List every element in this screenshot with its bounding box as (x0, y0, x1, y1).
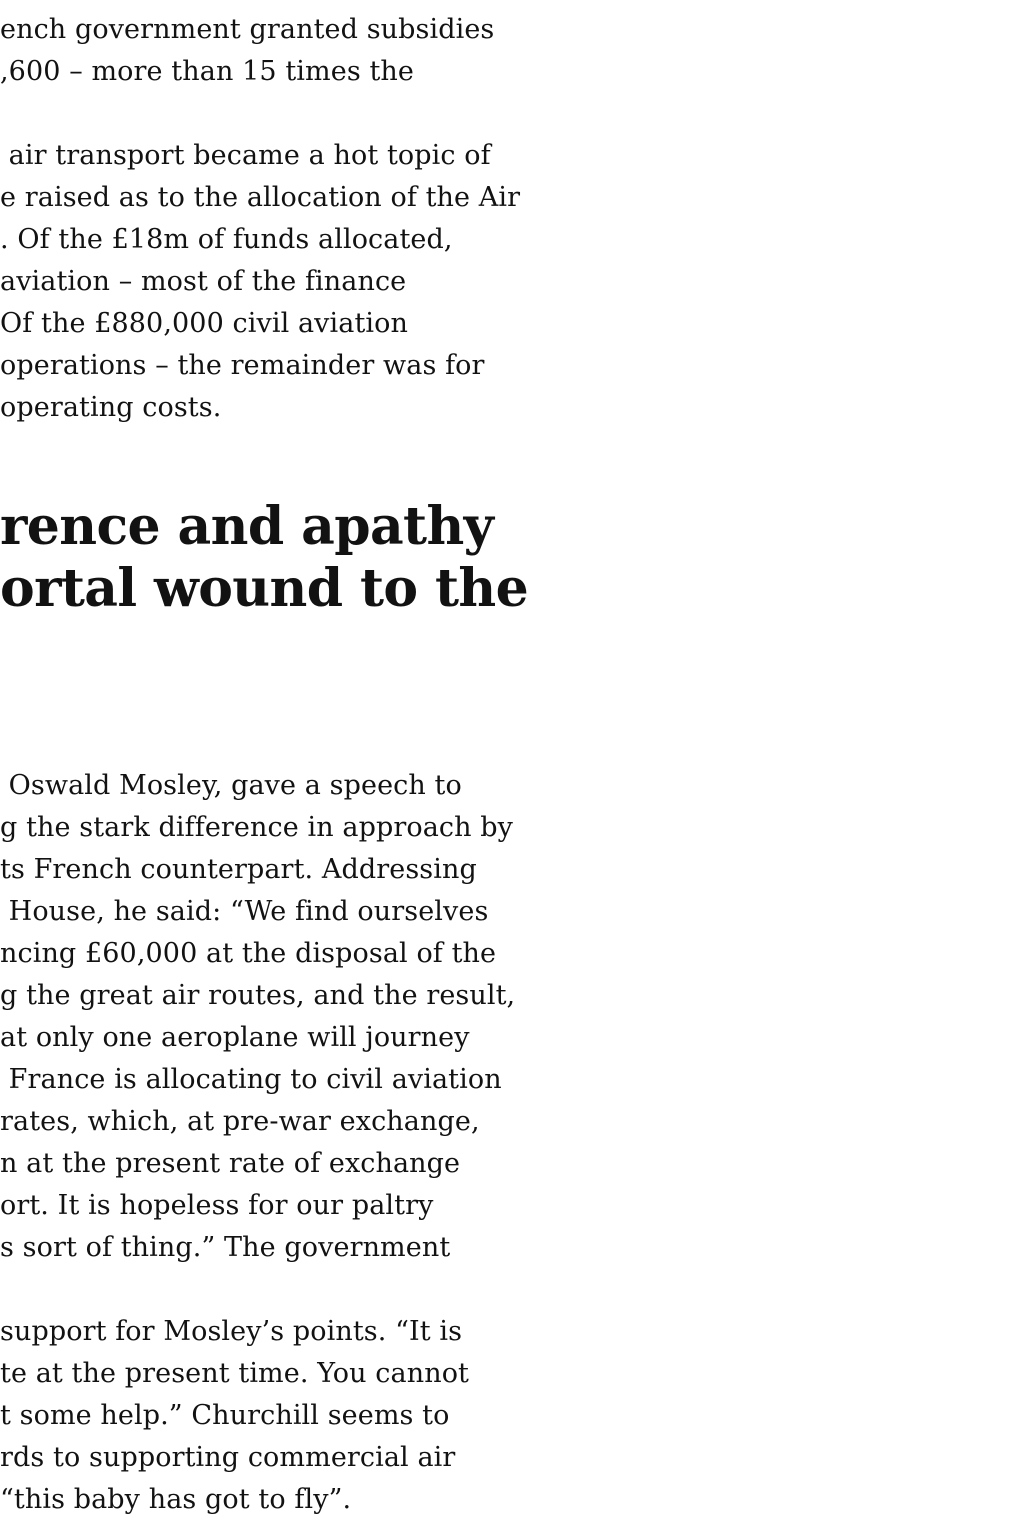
paragraph-line: Oswald Mosley, gave a speech to (0, 770, 462, 801)
paragraph-line: g the great air routes, and the result, (0, 980, 516, 1011)
paragraph-line: Of the £880,000 civil aviation (0, 308, 408, 339)
paragraph-line: n at the present rate of exchange (0, 1148, 461, 1179)
paragraph-line: rds to supporting commercial air (0, 1442, 456, 1473)
paragraph-line: “this baby has got to fly”. (0, 1484, 352, 1515)
paragraph-line: ts French counterpart. Addressing (0, 854, 477, 885)
paragraph-line: . Of the £18m of funds allocated, (0, 224, 453, 255)
paragraph-line: ncing £60,000 at the disposal of the (0, 938, 497, 969)
paragraph-line: at only one aeroplane will journey (0, 1022, 470, 1053)
paragraph-line: House, he said: “We find ourselves (0, 896, 489, 927)
paragraph-line: air transport became a hot topic of (0, 140, 491, 171)
paragraph-line: rates, which, at pre-war exchange, (0, 1106, 480, 1137)
paragraph-line: te at the present time. You cannot (0, 1358, 470, 1389)
paragraph-line: e raised as to the allocation of the Air (0, 182, 521, 213)
paragraph-line: t some help.” Churchill seems to (0, 1400, 450, 1431)
paragraph-line: operations – the remainder was for (0, 350, 485, 381)
paragraph-line: ,600 – more than 15 times the (0, 56, 414, 87)
paragraph-line: g the stark difference in approach by (0, 812, 514, 843)
paragraph-line: support for Mosley’s points. “It is (0, 1316, 463, 1347)
subheading-line: ortal wound to the (0, 558, 529, 619)
paragraph-line: ench government granted subsidies (0, 14, 495, 45)
paragraph-line: operating costs. (0, 392, 222, 423)
paragraph-line: France is allocating to civil aviation (0, 1064, 502, 1095)
paragraph-line: aviation – most of the finance (0, 266, 407, 297)
paragraph-line: s sort of thing.” The government (0, 1232, 451, 1263)
subheading-line: rence and apathy (0, 496, 494, 557)
paragraph-line: ort. It is hopeless for our paltry (0, 1190, 434, 1221)
